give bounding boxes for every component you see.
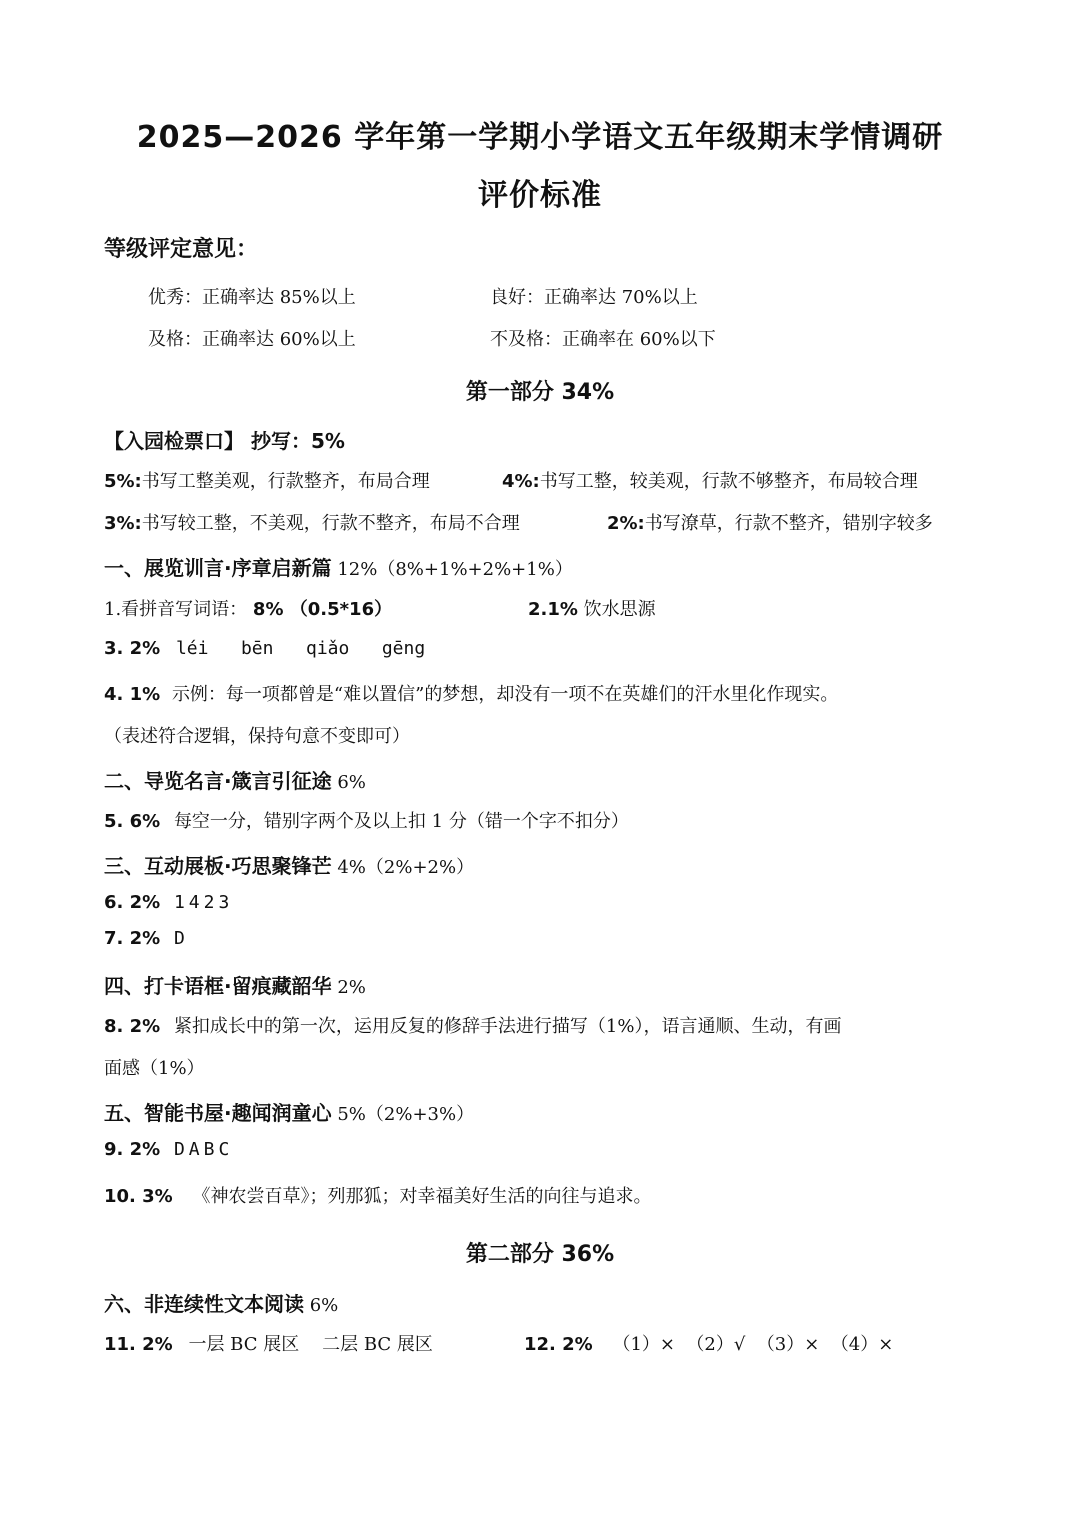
q2-row <box>528 595 656 621</box>
q5-score: 5. 6% <box>104 811 161 832</box>
q9-row <box>104 1139 233 1160</box>
section-title: 二、导览名言·箴言引征途 <box>104 769 332 793</box>
copy-rubric-row1b <box>502 467 918 493</box>
section-score: 4%（2%+2%） <box>337 857 475 878</box>
q7-score: 7. 2% <box>104 928 161 949</box>
q12-answer: （1）× （2）√ （3）× （4）× <box>612 1334 894 1355</box>
section-title: 六、非连续性文本阅读 <box>104 1292 304 1316</box>
section-score: 12%（8%+1%+2%+1%） <box>337 559 573 580</box>
rubric-score: 3%: <box>104 513 142 534</box>
q9-answer: DABC <box>173 1139 234 1160</box>
q8-score: 8. 2% <box>104 1016 161 1037</box>
q6-score: 6. 2% <box>104 892 161 913</box>
section-title: 四、打卡语框·留痕藏韶华 <box>104 974 332 998</box>
rubric-text: 书写较工整，不美观，行款不整齐，布局不合理 <box>141 513 520 534</box>
section-6-heading <box>104 1288 338 1317</box>
q8-answer: 紧扣成长中的第一次，运用反复的修辞手法进行描写（1%），语言通顺、生动，有画 <box>173 1016 842 1037</box>
section-1-heading <box>104 552 573 581</box>
q6-answer: 1423 <box>173 892 234 913</box>
q4-score: 4. 1% <box>104 684 161 705</box>
copy-rubric-row1 <box>104 467 430 493</box>
q1-row <box>104 595 392 621</box>
q2-answer: 饮水思源 <box>583 599 656 620</box>
section-2-heading <box>104 765 366 794</box>
grade-pass: 及格：正确率达 60%以上 <box>148 329 356 350</box>
copy-rubric-row2b <box>607 509 933 535</box>
q4-answer: 示例：每一项都曾是“难以置信”的梦想，却没有一项不在英雄们的汗水里化作现实。 <box>171 684 839 705</box>
section-score: 5%（2%+3%） <box>337 1104 475 1125</box>
section-title: 一、展览训言·序章启新篇 <box>104 556 332 580</box>
copy-rubric-row2 <box>104 509 520 535</box>
q4-note: （表述符合逻辑，保持句意不变即可） <box>104 726 410 747</box>
q3-row <box>104 638 425 659</box>
q7-answer: D <box>173 928 185 949</box>
q10-row <box>104 1182 651 1208</box>
q11-answer: 一层 BC 展区 二层 BC 展区 <box>188 1334 433 1355</box>
q6-row <box>104 892 233 913</box>
grade-good: 良好：正确率达 70%以上 <box>490 287 698 308</box>
q3-score: 3. 2% <box>104 638 161 659</box>
rubric-text: 书写潦草，行款不整齐，错别字较多 <box>644 513 933 534</box>
q11-row <box>104 1330 433 1356</box>
q9-score: 9. 2% <box>104 1139 161 1160</box>
grade-excellent: 优秀：正确率达 85%以上 <box>148 287 356 308</box>
q8-row <box>104 1012 842 1038</box>
part1-heading: 第一部分 34% <box>465 380 615 405</box>
q10-score: 10. 3% <box>104 1186 173 1207</box>
q11-score: 11. 2% <box>104 1334 173 1355</box>
section-4-heading <box>104 970 366 999</box>
q12-row <box>524 1330 893 1356</box>
section-title: 三、互动展板·巧思聚锋芒 <box>104 854 332 878</box>
rubric-text: 书写工整美观，行款整齐，布局合理 <box>141 471 430 492</box>
q5-row <box>104 807 629 833</box>
copy-heading: 【入园检票口】 抄写：5% <box>104 429 345 453</box>
q2-score: 2.1% <box>528 599 578 620</box>
q7-row <box>104 928 185 949</box>
section-score: 6% <box>309 1295 339 1316</box>
section-title: 五、智能书屋·趣闻润童心 <box>104 1101 332 1125</box>
rubric-score: 5%: <box>104 471 142 492</box>
section-3-heading <box>104 850 474 879</box>
q3-answer: léi bēn qiǎo gēng <box>175 638 426 659</box>
section-5-heading <box>104 1097 474 1126</box>
grade-fail: 不及格：正确率在 60%以下 <box>490 329 716 350</box>
part2-heading: 第二部分 36% <box>465 1242 615 1267</box>
q8-continuation: 面感（1%） <box>104 1058 205 1079</box>
q1-label: 1.看拼音写词语： <box>104 599 248 620</box>
document-title: 2025—2026 学年第一学期小学语文五年级期末学情调研 <box>136 120 944 155</box>
q12-score: 12. 2% <box>524 1334 593 1355</box>
rubric-score: 2%: <box>607 513 645 534</box>
q10-answer: 《神农尝百草》；列那狐；对幸福美好生活的向往与追求。 <box>192 1186 652 1207</box>
section-score: 6% <box>337 772 366 793</box>
document-subtitle: 评价标准 <box>478 178 602 213</box>
rubric-score: 4%: <box>502 471 540 492</box>
q1-score: 8% （0.5*16） <box>252 599 393 620</box>
section-score: 2% <box>337 977 366 998</box>
q4-row <box>104 680 838 706</box>
grading-heading: 等级评定意见： <box>104 236 259 262</box>
q5-answer: 每空一分，错别字两个及以上扣 1 分（错一个字不扣分） <box>173 811 629 832</box>
rubric-text: 书写工整，较美观，行款不够整齐，布局较合理 <box>539 471 918 492</box>
